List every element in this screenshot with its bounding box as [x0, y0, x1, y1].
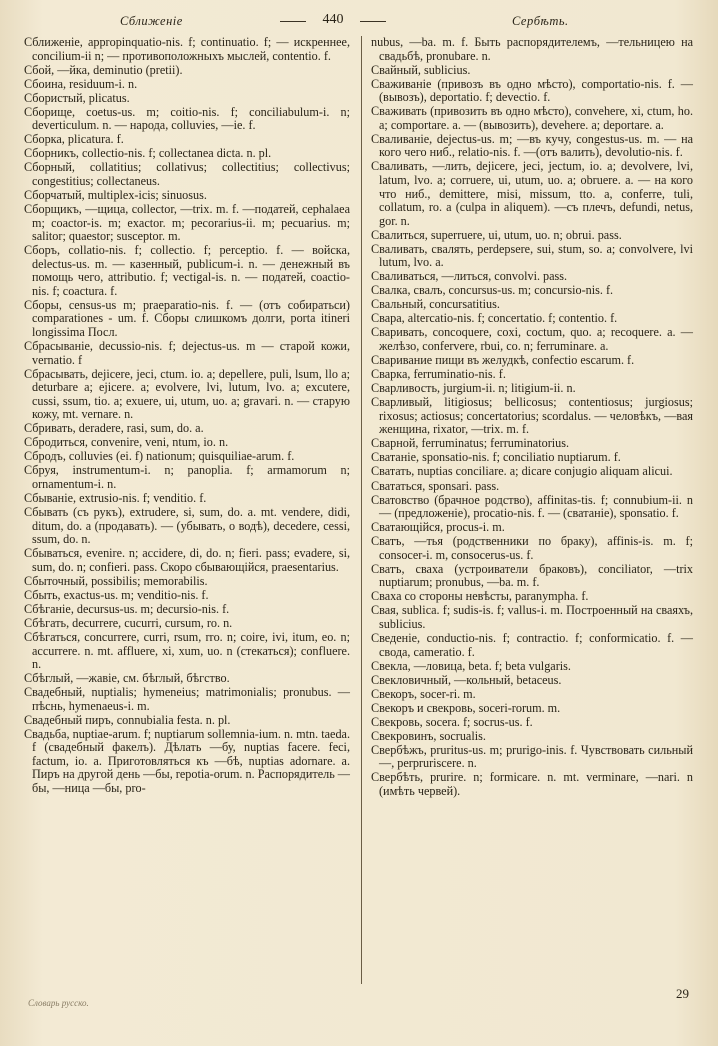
- dictionary-entry: Сватать, nuptias conciliare. a; dicare conjugio aliquam alicui.: [371, 464, 673, 479]
- column-divider: [361, 36, 362, 984]
- dictionary-entry: Сбѣгаться, concurrere, curri, rsum, rro. n; coire, ivi, itum, eo. n; accurrere. n. mt. affluere, xi, xum, uo. n (стекаться); confluere. n.: [24, 630, 350, 672]
- dictionary-entry: Сборный, collatitius; collativus; collectitius; collectivus; congestitius; collectaneus.: [24, 160, 350, 188]
- dictionary-entry: Свекровинъ, socrualis.: [371, 728, 486, 743]
- dictionary-entry: Свекоръ, socer-ri. m.: [371, 686, 476, 701]
- dictionary-entry: nubus, —ba. m. f. Быть распорядителемъ, —тельницею на свадьбѣ, pronubare. n.: [371, 35, 693, 63]
- dictionary-entry: Сборка, plicatura. f.: [24, 132, 124, 147]
- dictionary-entry: Сборище, coetus-us. m; coitio-nis. f; conciliabulum-i. n; deverticulum. n. — народа, colluvies, —ie. f.: [24, 104, 350, 133]
- dictionary-entry: Сватъ, —тья (родственники по браку), affinis-is. m. f; consocer-i. m, consocerus-us. f.: [371, 534, 693, 562]
- dictionary-entry: Сборщикъ, —щица, collector, —trix. m. f. —податей, cephalaea m; coactor-is. m; exactor. m; pecorarius-ii. m; pecuarius. m; salitor; quaestor; susceptor. m.: [24, 202, 350, 244]
- dictionary-entry: Свекла, —ловица, beta. f; beta vulgaris.: [371, 658, 571, 673]
- header-first-word: Сближеніе: [120, 14, 183, 28]
- dictionary-entry: Сваха со стороны невѣсты, paranympha. f.: [371, 589, 589, 604]
- dictionary-entry: Сбрасываніе, decussio-nis. f; dejectus-us. m — старой кожи, vernatio. f: [24, 339, 350, 367]
- dictionary-entry: Сватъ, сваха (устроиватели браковъ), conciliator, —trix nuptiarum; pronubus, —ba. m. f.: [371, 561, 693, 590]
- page-header: [0, 10, 718, 34]
- dictionary-entry: Свальный, concursatitius.: [371, 297, 500, 312]
- dictionary-entry: Сбривать, deradere, rasi, sum, do. a.: [24, 421, 204, 436]
- dictionary-entry: Сваливать, —лить, dejicere, jeci, jectum, io. a; devolvere, lvi, latum, lvo. a; corruere, ui, utum, uo. a; obruere. a. — на кого что ниб., demittere, misi, missum, tto. a, conferre, tuli, collatum, ro. a (culpa in aliquem). —съ плечъ, defundi, netus, gor. n.: [371, 159, 693, 228]
- dictionary-entry: Свербѣжъ, pruritus-us. m; prurigo-inis. f. Чувствовать сильный —, perpruriscere. n.: [371, 742, 693, 771]
- dictionary-entry: Сваливаніе, dejectus-us. m; —въ кучу, congestus-us. m. — на кого чего ниб., relatio-nis. f. —(отъ валить), devolutio-nis. f.: [371, 131, 693, 160]
- dictionary-entry: Сбыточный, possibilis; memorabilis.: [24, 573, 208, 588]
- footer-signature-text: Словарь русско.: [28, 998, 89, 1008]
- dictionary-entry: Свекоръ и свекровь, soceri-rorum. m.: [371, 700, 561, 715]
- dictionary-entry: Сбой, —йка, deminutio (pretii).: [24, 62, 183, 77]
- dictionary-entry: Свайный, sublicius.: [371, 62, 471, 77]
- dictionary-entry: Сборы, census-us m; praeparatio-nis. f. — (отъ собиратьси) comparationes - um. f. Сборы слишкомъ долги, porta itineri longissima Посл.: [24, 297, 350, 339]
- dictionary-entry: Сборникъ, collectio-nis. f; collectanea dicta. n. pl.: [24, 146, 272, 161]
- left-column: [24, 36, 350, 796]
- dictionary-entry: Сбыть, exactus-us. m; venditio-nis. f.: [24, 587, 209, 602]
- dictionary-entry: Сбористый, plicatus.: [24, 90, 130, 105]
- right-column: [371, 36, 693, 799]
- dictionary-entry: Свадьба, nuptiae-arum. f; nuptiarum sollemnia-ium. n. mtn. taeda. f (свадебный факелъ). Дѣлать —бу, nuptias facere. feci, factum, io. a. Приготовляться къ —бѣ, nuptias adornare. a. Пиръ на другой день —бы, repotia-orum. n. Распорядитель —бы, —ница —бы, pro-: [24, 726, 350, 796]
- dictionary-entry: Сбоина, residuum-i. n.: [24, 76, 138, 91]
- dictionary-entry: Сварливость, jurgium-ii. n; litigium-ii. n.: [371, 381, 576, 396]
- dictionary-entry: Сваривать, concoquere, coxi, coctum, quo. a; recoquere. a. — желѣзо, confervere, rbui, co. n; ferruminare. a.: [371, 325, 693, 354]
- dictionary-entry: Сближеніе, appropinquatio-nis. f; continuatio. f; — искреннее, concilium-ii n; — противоположныхъ мыслей, contentio. f.: [24, 35, 350, 63]
- dictionary-entry: Сбѣглый, —жавіе, см. бѣглый, бѣгство.: [24, 671, 230, 686]
- header-last-word: Сербѣть.: [512, 14, 569, 28]
- dictionary-entry: Сватаніе, sponsatio-nis. f; conciliatio nuptiarum. f.: [371, 450, 621, 465]
- dictionary-entry: Сборъ, collatio-nis. f; collectio. f; perceptio. f. — войска, delectus-us. m. — казенный, publicum-i. n. — денежный въ помощь чего, attributio. f; vectigal-is. n. — податей, coactio-nis. f; coactura. f.: [24, 243, 350, 298]
- dictionary-entry: Свадебный пиръ, connubialia festa. n. pl.: [24, 712, 231, 727]
- dictionary-entry: Сбрасывать, dejicere, jeci, ctum. io. a; depellere, puli, lsum, llo a; deturbare a; ejicere. a; evolvere, lvi, lutum, lvo. a; excutere, cussi, ssum, tio. a; exuere, ui, utum, uo. a; gravari. n. — старую кожу, mt. vernare. n.: [24, 366, 350, 422]
- dictionary-entry: Сбываться, evenire. n; accidere, di, do. n; fieri. pass; evadere, si, sum, do. n; confieri. pass. Скоро сбывающійся, praesentarius.: [24, 546, 350, 574]
- dictionary-entry: Сбывать (съ рукъ), extrudere, si, sum, do. a. mt. vendere, didi, ditum, do. a (продавать). — (убывать, о водѣ), decedere, cessi, ssum, do. n.: [24, 505, 350, 547]
- dictionary-entry: Сведеніе, conductio-nis. f; contractio. f; conformicatio. f. — свода, cameratio. f.: [371, 631, 693, 659]
- dictionary-entry: Свекровь, socera. f; socrus-us. f.: [371, 714, 533, 729]
- dictionary-entry: Свататься, sponsari. pass.: [371, 478, 500, 493]
- dictionary-entry: Свая, sublica. f; sudis-is. f; vallus-i. m. Построенный на сваяхъ, sublicius.: [371, 603, 693, 631]
- dictionary-entry: Сваливаться, —литься, convolvi. pass.: [371, 269, 568, 284]
- dictionary-entry: Сваживаніе (привозъ въ одно мѣсто), comportatio-nis. f. — (вывозъ), deportatio. f; devectio. f.: [371, 76, 693, 105]
- dictionary-entry: Сбѣгать, decurrere, cucurri, cursum, ro. n.: [24, 615, 233, 630]
- dictionary-entry: Сбродиться, convenire, veni, ntum, io. n.: [24, 435, 229, 450]
- dictionary-entry: Свалка, свалъ, concursus-us. m; concursio-nis. f.: [371, 283, 614, 298]
- dictionary-entry: Свадебный, nuptialis; hymeneius; matrimonialis; pronubus. — пѣснь, hymenaeus-i. m.: [24, 685, 350, 713]
- dictionary-entry: Сбруя, instrumentum-i. n; panoplia. f; armamorum n; ornamentum-i. n.: [24, 463, 350, 491]
- dictionary-entry: Сбродъ, colluvies (ei. f) nationum; quisquiliae-arum. f.: [24, 449, 295, 464]
- footer-signature-number: 29: [676, 986, 689, 1001]
- dictionary-entry: Свалиться, superruere, ui, utum, uo. n; obrui. pass.: [371, 227, 622, 242]
- dictionary-entry: Сварка, ferruminatio-nis. f.: [371, 367, 506, 382]
- dictionary-entry: Сватовство (брачное родство), affinitas-tis. f; connubium-ii. n — (предложеніе), procatio-nis. f. — (сватаніе), sponsatio. f.: [371, 492, 693, 521]
- dictionary-entry: Сварной, ferruminatus; ferruminatorius.: [371, 436, 570, 451]
- dictionary-entry: Свара, altercatio-nis. f; concertatio. f; contentio. f.: [371, 311, 618, 326]
- dictionary-entry: Сваливать, свалять, perdepsere, sui, stum, so. a; convolvere, lvi lutum, lvo. a.: [371, 241, 693, 270]
- dictionary-entry: Свербѣть, prurire. n; formicare. n. mt. verminare, —nari. n (имѣть червей).: [371, 770, 693, 799]
- dictionary-entry: Сватающійся, procus-i. m.: [371, 520, 505, 535]
- dictionary-entry: Сбѣганіе, decursus-us. m; decursio-nis. f.: [24, 601, 230, 616]
- dictionary-entry: Сбываніе, extrusio-nis. f; venditio. f.: [24, 491, 207, 506]
- dictionary-entry: Сваривание пищи въ желудкѣ, confectio escarum. f.: [371, 353, 635, 368]
- page-number: 440: [282, 12, 384, 28]
- dictionary-entry: Свекловичный, —кольный, betaceus.: [371, 672, 562, 687]
- dictionary-entry: Сварливый, litigiosus; bellicosus; contentiosus; jurgiosus; rixosus; actiosus; concertatorius; scordalus. — человѣкъ, —вая женщина, rixator, —trix. m. f.: [371, 395, 693, 437]
- dictionary-entry: Сборчатый, multiplex-icis; sinuosus.: [24, 188, 207, 203]
- dictionary-entry: Свaживать (привозить въ одно мѣсто), convehere, xi, ctum, ho. a; comportare. a. — (вывозить), devehere. a; deportare. a.: [371, 104, 693, 132]
